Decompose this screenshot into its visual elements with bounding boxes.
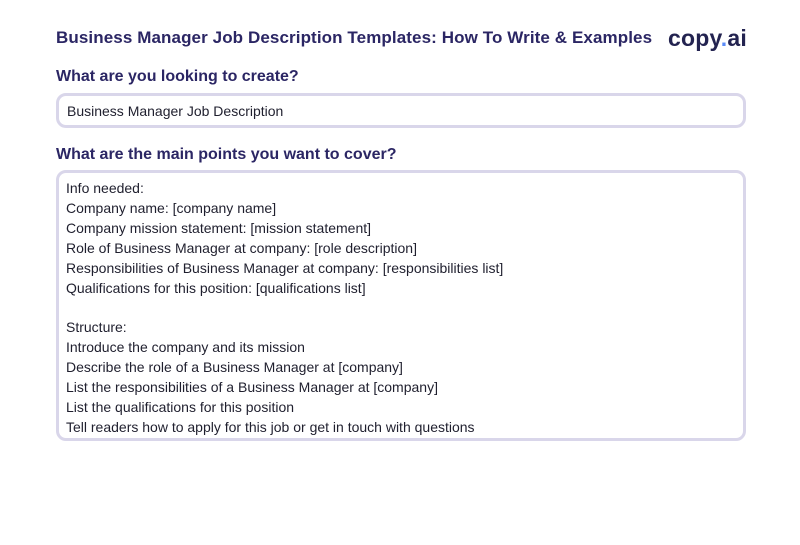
create-input[interactable]: Business Manager Job Description [56,93,746,128]
points-textarea[interactable] [56,170,746,441]
logo-text-copy: copy [668,25,721,51]
textarea-line: List the responsibilities of a Business Manager at [company] [66,379,438,396]
textarea-line: Company mission statement: [mission statement] [66,219,372,236]
logo-text-ai: ai [727,25,747,51]
points-question-label: What are the main points you want to cover? [56,146,397,163]
textarea-line: List the qualifications for this position [66,398,295,415]
textarea-line: Tell readers how to apply for this job or get in touch with questions [66,418,475,435]
textarea-line: Responsibilities of Business Manager at company: [responsibilities list] [66,259,504,276]
create-question-label: What are you looking to create? [56,68,299,85]
textarea-line: Role of Business Manager at company: [role description] [66,239,417,256]
copy-ai-logo [668,25,747,52]
page-title: Business Manager Job Description Templates: How To Write & Examples [56,28,653,47]
textarea-line: Qualifications for this position: [qualifications list] [66,279,366,296]
logo-dot: . [720,25,728,51]
textarea-line: Info needed: [66,180,144,196]
textarea-line: Company name: [company name] [66,199,277,216]
textarea-line: Introduce the company and its mission [66,339,305,356]
textarea-line: Structure: [66,319,127,336]
textarea-line: Describe the role of a Business Manager at [company] [66,359,403,376]
textarea-line [66,298,736,318]
